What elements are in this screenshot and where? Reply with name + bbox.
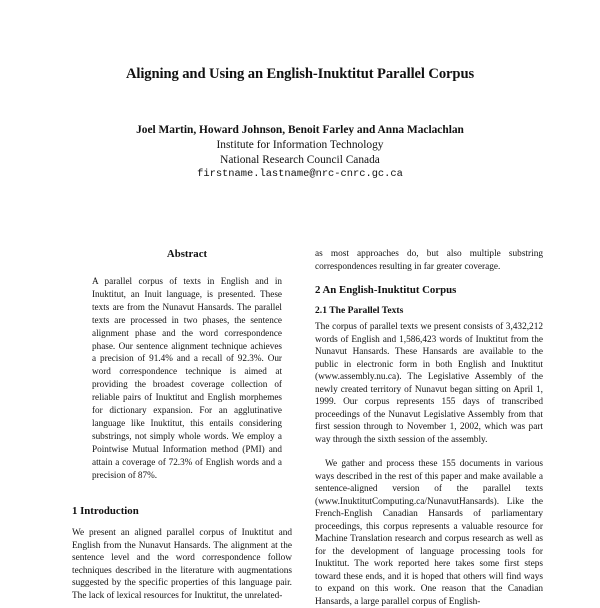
paper-title: Aligning and Using an English-Inuktitut Parallel Corpus (125, 66, 475, 82)
affiliation-line-2: National Research Council Canada (220, 154, 380, 166)
affiliation-line-1: Institute for Information Technology (216, 139, 384, 151)
abstract-heading: Abstract (166, 248, 208, 260)
section-2-paragraph-2: We gather and process these 155 documents in various ways described in the rest of this paper and make available a sentence-aligned version of the parallel texts (www.InuktitutComputing.ca/NunavutHansards). Like the French-English Canadian Hansards of parliamentary proceedings, this corpus represents a valuable resource for Machine Translation research and corpus research as well as for the development of language processing tools for Inuktitut. The work reported here takes some first steps toward these ends, and it is hoped that others will find ways to expand on this work. One reason that the Canadian Hansards, a large parallel corpus of English- (315, 459, 543, 607)
right-column-continuation: as most approaches do, but also multiple substring correspondences resulting in far greater coverage. (315, 249, 543, 272)
section-2-heading: 2 An English-Inuktitut Corpus (315, 284, 457, 296)
abstract-text: A parallel corpus of texts in English and in Inuktitut, an Inuit language, is presented. These texts are from the Nunavut Hansards. The parallel texts are processed in two phases, the sentence alignment phase and the word correspondence phase. Our sentence alignment technique achieves a precision of 91.4% and a recall of 92.3%. Our word correspondence technique is aimed at providing the broadest coverage collection of reliable pairs of Inuktitut and English morphemes for dictionary expansion. For an agglutinative language like Inuktitut, this entails considering substrings, not simply whole words. We employ a Pointwise Mutual Information method (PMI) and attain a coverage of 72.3% of English words and a precision of 87%. (92, 276, 282, 480)
subsection-2-1-heading: 2.1 The Parallel Texts (315, 305, 404, 316)
section-2-paragraph-1: The corpus of parallel texts we present consists of 3,432,212 words of English and 1,586,423 words of Inuktitut from the Nunavut Hansards. These Hansards are available to the public in electronic form in both English and Inuktitut (www.assembly.nu.ca). The Legislative Assembly of the newly created territory of Nunavut began sitting on April 1, 1999. Our corpus represents 155 days of transcribed proceedings of the Nunavut Legislative Assembly from that first session through to November 1, 2002, which was part way through the sixth session of the assembly. (315, 322, 543, 445)
intro-text: We present an aligned parallel corpus of Inuktitut and English from the Nunavut Hansards. The alignment at the sentence level and the word correspondence follow techniques described in the literature with augmentations suggested by the specific properties of this language pair. The lack of lexical resources for Inuktitut, the unrelated- (72, 528, 292, 601)
intro-heading: 1 Introduction (72, 505, 139, 517)
author-email: firstname.lastname@nrc-cnrc.gc.ca (197, 168, 403, 180)
author-list: Joel Martin, Howard Johnson, Benoit Farley and Anna Maclachlan (136, 124, 464, 136)
